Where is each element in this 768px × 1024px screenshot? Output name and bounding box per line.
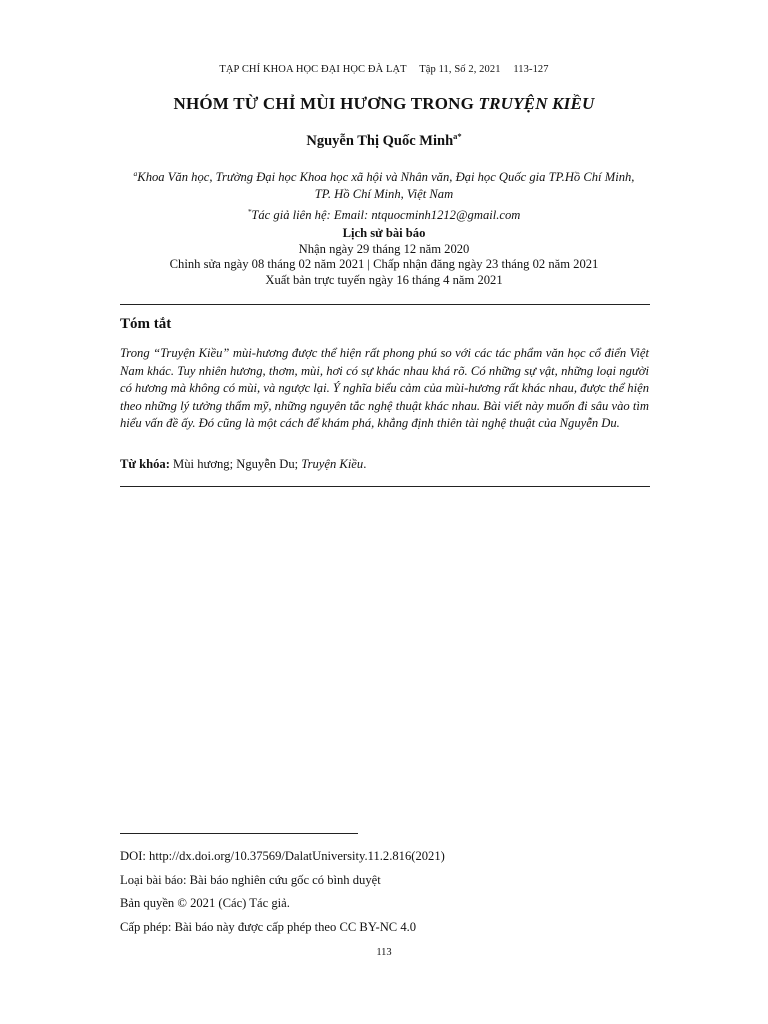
title-main: NHÓM TỪ CHỈ MÙI HƯƠNG TRONG bbox=[173, 94, 479, 113]
article-history bbox=[0, 226, 768, 288]
keywords-plain: Mùi hương; Nguyễn Du; bbox=[169, 457, 302, 471]
keywords-label: Từ khóa: bbox=[120, 457, 170, 471]
article-title bbox=[0, 94, 768, 114]
history-heading: Lịch sử bài báo bbox=[342, 226, 426, 240]
page-number: 113 bbox=[376, 947, 392, 958]
abstract-heading: Tóm tắt bbox=[120, 316, 172, 332]
journal-header bbox=[0, 64, 768, 75]
footnote-separator bbox=[120, 833, 358, 834]
affiliation-text-1: Khoa Văn học, Trường Đại học Khoa học xã hội và Nhân văn, Đại học Quốc gia TP.Hồ Chí Minh, bbox=[137, 170, 635, 185]
history-published: Xuất bản trực tuyến ngày 16 tháng 4 năm 2021 bbox=[265, 272, 503, 287]
author-line bbox=[0, 131, 768, 150]
footer-copyright: Bản quyền © 2021 (Các) Tác giả. bbox=[120, 896, 290, 910]
author-superscript: a* bbox=[453, 131, 462, 141]
author-name: Nguyễn Thị Quốc Minh bbox=[306, 132, 454, 149]
footer-license: Cấp phép: Bài báo này được cấp phép theo CC BY-NC 4.0 bbox=[120, 920, 417, 934]
affiliation-line-2: TP. Hồ Chí Minh, Việt Nam bbox=[314, 187, 454, 202]
keywords-end: . bbox=[363, 457, 367, 471]
contact-superscript: * bbox=[247, 207, 252, 217]
abstract-text: Trong “Truyện Kiều” mùi-hương được thể hiện rất phong phú so với các tác phẩm văn học cổ điển Việt Nam khác. Tuy nhiên hương, thơm, mùi, hơi có sự khác nhau khá rõ. Có những sự vật, những loại người có hương mà không có mùi, và ngược lại. Ý nghĩa biểu cảm của mùi-hương rất khác nhau, được thể hiện theo những lý tưởng thẩm mỹ, những nguyên tắc nghệ thuật khác nhau. Bài viết này muốn đi sâu vào tìm hiểu vấn đề ấy. Đó cũng là một cách để khám phá, khẳng định thiên tài nghệ thuật của Nguyễn Du. bbox=[120, 346, 649, 431]
keywords-line bbox=[120, 457, 366, 472]
title-italic: TRUYỆN KIỀU bbox=[478, 94, 595, 113]
affiliation-block bbox=[0, 165, 768, 224]
footer-article-type: Loại bài báo: Bài báo nghiên cứu gốc có bình duyệt bbox=[120, 873, 381, 887]
abstract-top-rule bbox=[120, 304, 650, 305]
history-revised: Chỉnh sửa ngày 08 tháng 02 năm 2021 | Chấp nhận đăng ngày 23 tháng 02 năm 2021 bbox=[169, 257, 599, 271]
journal-volume: Tập 11, Số 2, 2021 bbox=[419, 64, 501, 75]
abstract-bottom-rule bbox=[120, 486, 650, 487]
history-received: Nhận ngày 29 tháng 12 năm 2020 bbox=[298, 241, 470, 256]
contact-email: Tác giả liên hệ: Email: ntquocminh1212@gmail.com bbox=[251, 208, 521, 223]
journal-name: TẠP CHÍ KHOA HỌC ĐẠI HỌC ĐÀ LẠT bbox=[219, 64, 407, 75]
footer-doi: DOI: http://dx.doi.org/10.37569/DalatUniversity.11.2.816(2021) bbox=[120, 849, 445, 863]
affiliation-line-1 bbox=[0, 165, 768, 186]
contact-line bbox=[0, 203, 768, 224]
affiliation-superscript: a bbox=[133, 169, 138, 178]
journal-pages: 113-127 bbox=[513, 64, 549, 75]
keywords-italic: Truyện Kiều bbox=[301, 457, 364, 471]
